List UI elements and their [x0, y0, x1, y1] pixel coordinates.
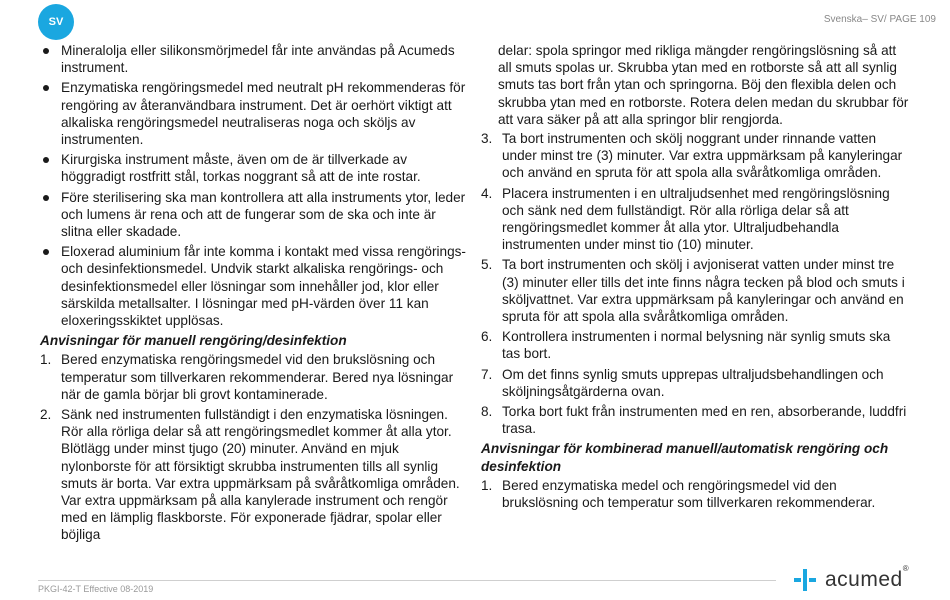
- numbered-step: [481, 130, 911, 182]
- logo-wordmark: acumed®: [825, 564, 910, 591]
- bullet-icon: [43, 85, 49, 91]
- step-number: 4.: [481, 185, 493, 201]
- list-item: Eloxerad aluminium får inte komma i kontakt med vissa rengörings- och desinfektionsmedel. Undvik starkt alkaliska rengörings- och desinfektionsmedel eller lösningar som innehåller jod, klor eller särskilda metallsalter. I lösningar med pH-värden över 11 kan eloxeringsskiktet upplösas.: [40, 243, 466, 329]
- list-item: Enzymatiska rengöringsmedel med neutralt pH rekommenderas för rengöring av återanvändbara instrument. Det är oerhört viktigt att alkaliska rengöringsmedel neutraliseras noga och sköljs av instrumenten.: [40, 79, 466, 148]
- step-text: Kontrollera instrumenten i normal belysning när synlig smuts ska tas bort.: [502, 329, 891, 362]
- precaution-list: [40, 42, 466, 329]
- bullet-icon: [43, 157, 49, 163]
- step-number: 1.: [40, 352, 52, 368]
- page-label: Svenska– SV/ PAGE 109: [823, 14, 936, 25]
- bullet-icon: [43, 195, 49, 201]
- list-item: Mineralolja eller silikonsmörjmedel får inte användas på Acumeds instrument.: [40, 42, 466, 76]
- bullet-icon: [43, 249, 49, 255]
- acumed-cross-icon: [793, 568, 817, 592]
- step-text: Om det finns synlig smuts upprepas ultraljudsbehandlingen och sköljningsåtgärderna ovan.: [502, 366, 884, 399]
- left-column: [40, 42, 466, 547]
- numbered-step: [481, 185, 911, 254]
- numbered-step: [481, 477, 911, 511]
- step-number: 7.: [481, 366, 493, 382]
- numbered-step: [481, 366, 911, 400]
- combined-cleaning-heading: Anvisningar för kombinerad manuell/automatisk rengöring och desinfektion: [481, 441, 889, 474]
- numbered-step: [40, 406, 466, 544]
- numbered-step: [40, 351, 466, 403]
- step-number: 8.: [481, 404, 493, 420]
- acumed-logo: [793, 564, 910, 592]
- step-continuation: delar: spola springor med rikliga mängder rengöringslösning så att all smuts spolas ur. Skrubba ytan med en rotborste så att all synlig smuts tas bort från ytan och springorna. Böj den flexibla delen och skrubba ytan med en rotborste. Rotera delen medan du skrubbar för att vara säker på att alla springor blir rengjorda.: [498, 43, 909, 127]
- step-text: Sänk ned instrumenten fullständigt i den enzymatiska lösningen. Rör alla rörliga delar så att rengöringsmedlet kommer åt alla ytor. Blötlägg under minst tjugo (20) minuter. Använd en mjuk nylonborste för att försiktigt skrubba instrumenten tills all synlig smuts är borta. Var extra uppmärksam på svåråtkomliga områden. Var extra uppmärksam på alla kanylerade instrument och rengör med en lämplig flaskborste. För exponerade fjädrar, spolar eller böjliga: [61, 407, 460, 543]
- numbered-step: [481, 403, 911, 437]
- step-text: Bered enzymatiska rengöringsmedel vid den brukslösning och temperatur som tillverkaren rekommenderar. Bered nya lösningar när de gamla börjar bli grovt kontaminerade.: [61, 352, 454, 402]
- numbered-step: [481, 328, 911, 362]
- step-text: Torka bort fukt från instrumenten med en ren, absorberande, luddfri trasa.: [502, 404, 907, 437]
- list-item: Kirurgiska instrument måste, även om de är tillverkade av höggradigt rostfritt stål, torkas noggrant så att de inte rostar.: [40, 151, 466, 185]
- step-number: 3.: [481, 131, 493, 147]
- list-item: Före sterilisering ska man kontrollera att alla instruments ytor, leder och lumens är rena och att de fungerar som de ska och inte är slitna eller skadade.: [40, 189, 466, 241]
- step-number: 2.: [40, 407, 52, 423]
- registered-mark: ®: [902, 564, 910, 573]
- step-number: 1.: [481, 477, 493, 493]
- bullet-icon: [43, 48, 49, 54]
- step-text: Placera instrumenten i en ultraljudsenhet med rengöringslösning och sänk ned dem fullständigt. Rör alla rörliga delar så att rengöringsmedlet kommer åt alla ytor. Ultraljudbehandla instrumenten under minst tio (10) minuter.: [502, 185, 890, 253]
- manual-cleaning-heading: Anvisningar för manuell rengöring/desinfektion: [40, 333, 347, 349]
- step-text: Ta bort instrumenten och skölj i avjoniserat vatten under minst tre (3) minuter eller tills det inte finns några tecken på blod och smuts i sköljvattnet. Var extra uppmärksam på kanyleringar och använd en spruta för att spola alla svåråtkomliga områden.: [502, 257, 905, 325]
- step-number: 5.: [481, 257, 493, 273]
- step-number: 6.: [481, 329, 493, 345]
- language-badge: SV: [38, 4, 74, 40]
- document-code: PKGI-42-T Effective 08-2019: [38, 584, 154, 594]
- right-column: [481, 42, 911, 514]
- footer-divider: [38, 580, 776, 581]
- step-text: Ta bort instrumenten och skölj noggrant under rinnande vatten under minst tre (3) minuter. Var extra uppmärksam på kanyleringar och använd en spruta för att spola alla svåråtkomliga områden.: [502, 131, 903, 181]
- numbered-step: [481, 256, 911, 325]
- step-text: Bered enzymatiska medel och rengöringsmedel vid den brukslösning och temperatur som tillverkaren rekommenderar.: [502, 477, 876, 511]
